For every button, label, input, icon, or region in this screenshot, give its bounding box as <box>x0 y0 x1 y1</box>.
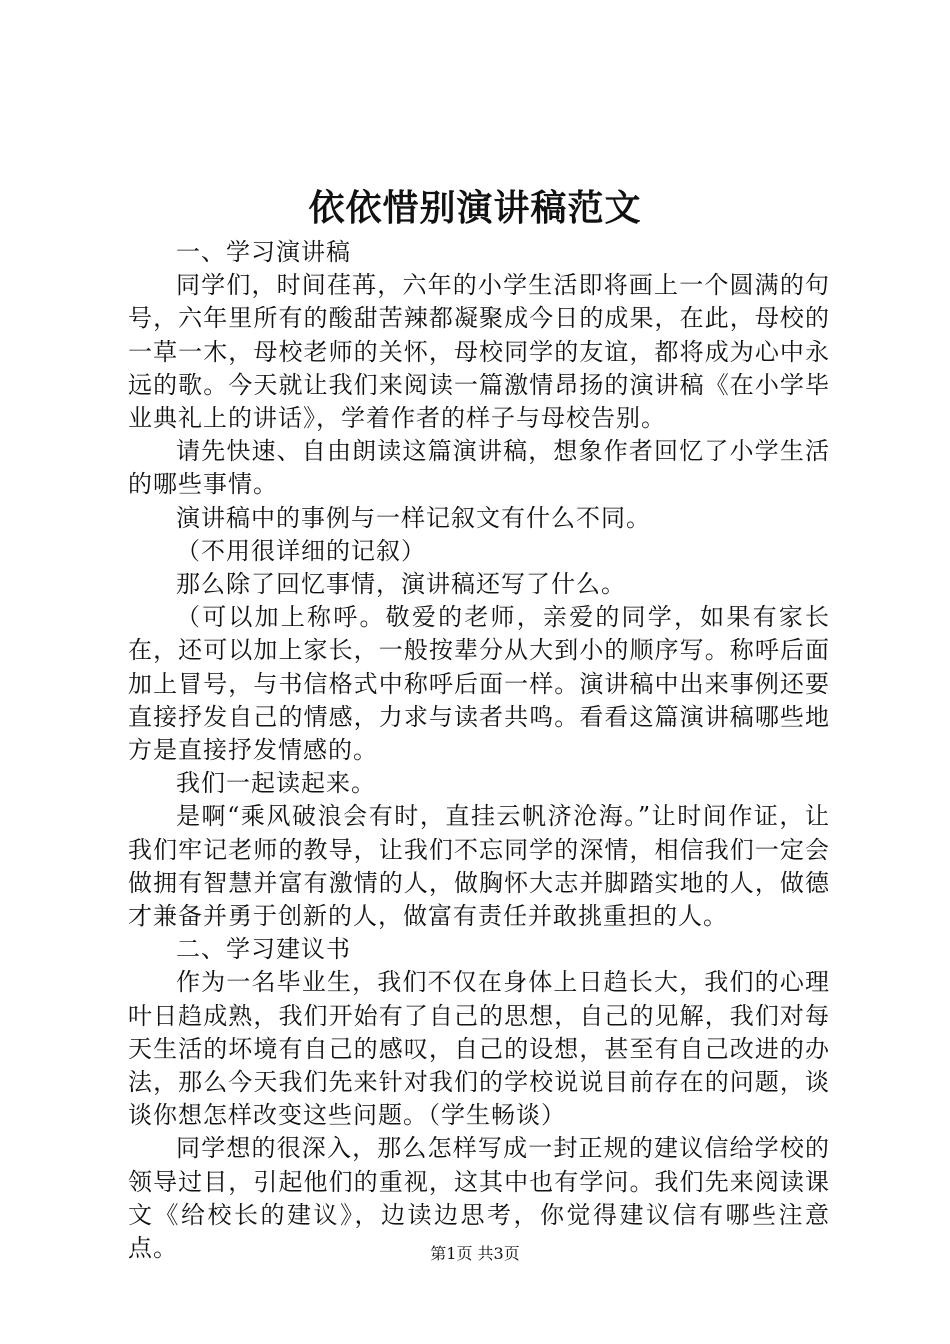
section-heading-1: 一、学习演讲稿 <box>176 238 351 266</box>
paragraph: （可以加上称呼。敬爱的老师，亲爱的同学，如果有家长在，还可以加上家长，一般按辈分从大到小的顺序写。称呼后面加上冒号，与书信格式中称呼后面一样。演讲稿中出来事例还要直接抒发自己的情感，力求与读者共鸣。看看这篇演讲稿哪些地方是直接抒发情感的。 <box>128 603 830 765</box>
paragraph: 那么除了回忆事情，演讲稿还写了什么。 <box>176 570 626 599</box>
paragraph: 演讲稿中的事例与一样记叙文有什么不同。 <box>176 503 651 532</box>
paragraph: 作为一名毕业生，我们不仅在身体上日趋长大，我们的心理叶日趋成熟，我们开始有了自己的思想，自己的见解，我们对每天生活的坏境有自己的感叹，自己的设想，甚至有自己改进的办法，那么今天我们先来针对我们的学校说说目前存在的问题，谈谈你想怎样改变这些问题。（学生畅谈） <box>128 968 830 1130</box>
document-body <box>128 236 830 1265</box>
paragraph: 请先快速、自由朗读这篇演讲稿，想象作者回忆了小学生活的哪些事情。 <box>128 437 830 499</box>
paragraph: （不用很详细的记叙） <box>176 536 426 565</box>
document-title: 依依惜别演讲稿范文 <box>308 187 642 229</box>
paragraph: 同学们，时间荏苒，六年的小学生活即将画上一个圆满的句号，六年里所有的酸甜苦辣都凝聚成今日的成果，在此，母校的一草一木，母校老师的关怀，母校同学的友谊，都将成为心中永远的歌。今天就让我们来阅读一篇激情昂扬的演讲稿《在小学毕业典礼上的讲话》，学着作者的样子与母校告别。 <box>128 271 830 433</box>
paragraph: 我们一起读起来。 <box>176 769 376 798</box>
paragraph: 同学想的很深入，那么怎样写成一封正规的建议信给学校的领导过目，引起他们的重视，这其中也有学问。我们先来阅读课文《给校长的建议》，边读边思考，你觉得建议信有哪些注意点。 <box>128 1134 830 1263</box>
paragraph: 是啊“乘风破浪会有时，直挂云帆济沧海。”让时间作证，让我们牢记老师的教导，让我们不忘同学的深情，相信我们一定会做拥有智慧并富有激情的人，做胸怀大志并脚踏实地的人，做德才兼备并勇于创新的人，做富有责任并敢挑重担的人。 <box>128 802 830 931</box>
section-heading-2: 二、学习建议书 <box>176 935 351 964</box>
page-footer: 第1页 共3页 <box>430 1244 520 1263</box>
